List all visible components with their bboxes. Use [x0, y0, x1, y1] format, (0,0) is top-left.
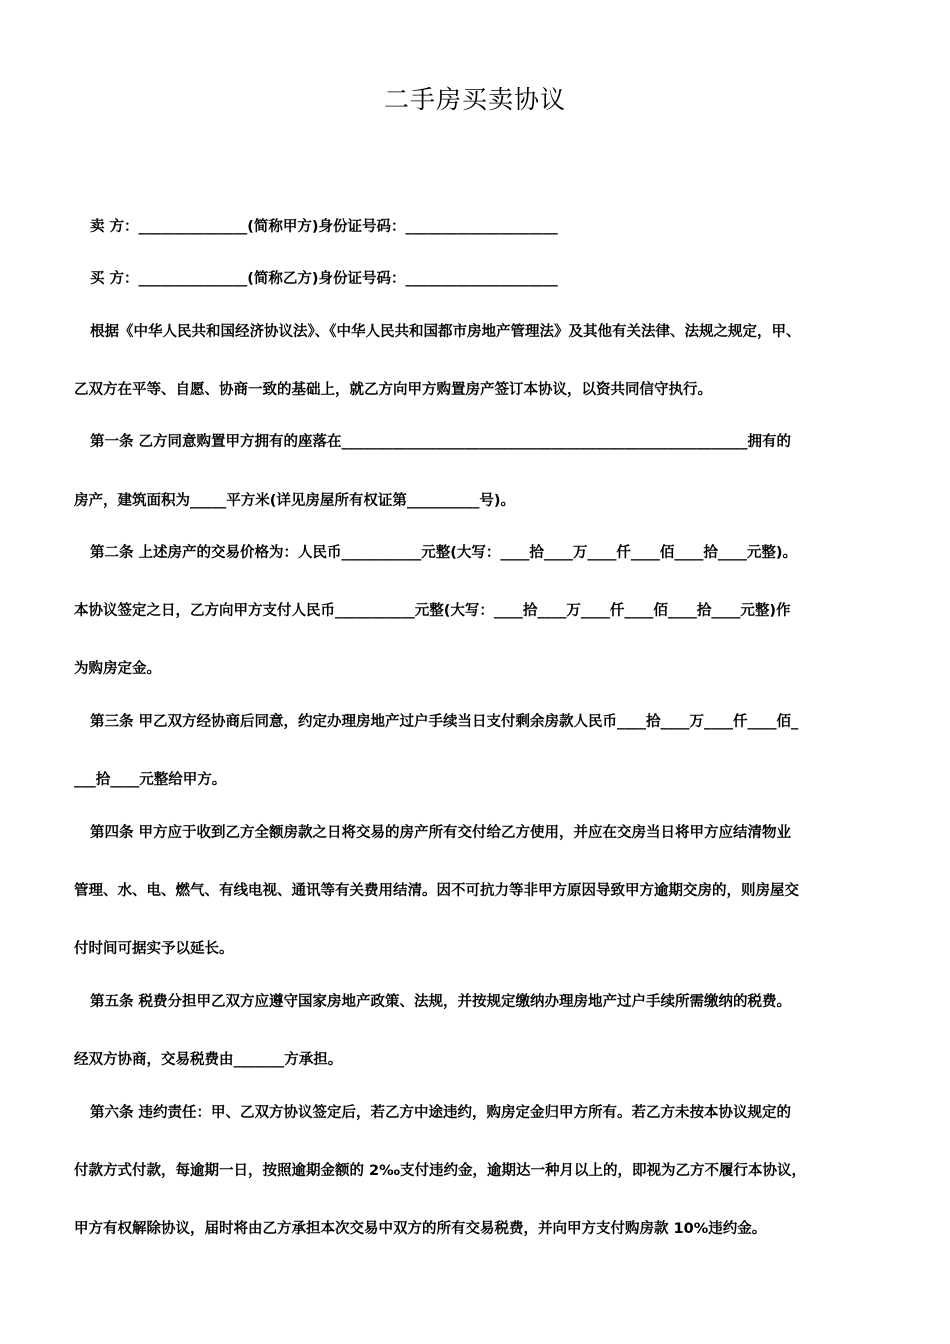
preamble-line-2: 乙双方在平等、自愿、协商一致的基础上，就乙方向甲方购置房产签订本协议，以资共同信守执行。 — [74, 382, 712, 398]
article-1-line-1: 第一条 乙方同意购置甲方拥有的座落在________________________________________________________拥有的 — [90, 434, 792, 450]
article-2-line-2: 本协议签定之日，乙方向甲方支付人民币___________元整(大写：____拾____万____仟____佰____拾____元整)作 — [74, 603, 791, 619]
article-5-line-1: 第五条 税费分担甲乙双方应遵守国家房地产政策、法规，并按规定缴纳办理房地产过户手续所需缴纳的税费。 — [90, 994, 792, 1010]
seller-line: 卖 方：_______________(简称甲方)身份证号码：_____________________ — [90, 219, 558, 235]
article-6-line-3: 甲方有权解除协议，届时将由乙方承担本次交易中双方的所有交易税费，并向甲方支付购房款 10%违约金。 — [74, 1221, 767, 1237]
article-2-line-3: 为购房定金。 — [74, 661, 161, 677]
article-2-line-1: 第二条 上述房产的交易价格为：人民币___________元整(大写：____拾____万____仟____佰____拾____元整)。 — [90, 545, 798, 561]
document-title: 二手房买卖协议 — [383, 85, 566, 114]
article-5-line-2: 经双方协商，交易税费由_______方承担。 — [74, 1052, 343, 1068]
article-3-line-1: 第三条 甲乙双方经协商后同意，约定办理房地产过户手续当日支付剩余房款人民币____拾____万____仟____佰_ — [90, 714, 799, 730]
article-6-line-1: 第六条 违约责任：甲、乙双方协议签定后，若乙方中途违约，购房定金归甲方所有。若乙方未按本协议规定的 — [90, 1105, 792, 1121]
article-3-line-2: ___拾____元整给甲方。 — [74, 772, 227, 788]
article-4-line-3: 付时间可据实予以延长。 — [74, 941, 234, 957]
article-4-line-2: 管理、水、电、燃气、有线电视、通讯等有关费用结清。因不可抗力等非甲方原因导致甲方逾期交房的，则房屋交 — [74, 883, 799, 899]
article-6-line-2: 付款方式付款，每逾期一日，按照逾期金额的 2‰支付违约金，逾期达一种月以上的，即视为乙方不履行本协议， — [74, 1163, 807, 1179]
article-1-line-2: 房产，建筑面积为_____平方米(详见房屋所有权证第__________号)。 — [74, 493, 516, 509]
article-4-line-1: 第四条 甲方应于收到乙方全额房款之日将交易的房产所有交付给乙方使用，并应在交房当日将甲方应结清物业 — [90, 825, 792, 841]
buyer-line: 买 方：_______________(简称乙方)身份证号码：_____________________ — [90, 271, 558, 287]
preamble-line-1: 根据《中华人民共和国经济协议法》、《中华人民共和国都市房地产管理法》及其他有关法律、法规之规定，甲、 — [90, 324, 801, 340]
